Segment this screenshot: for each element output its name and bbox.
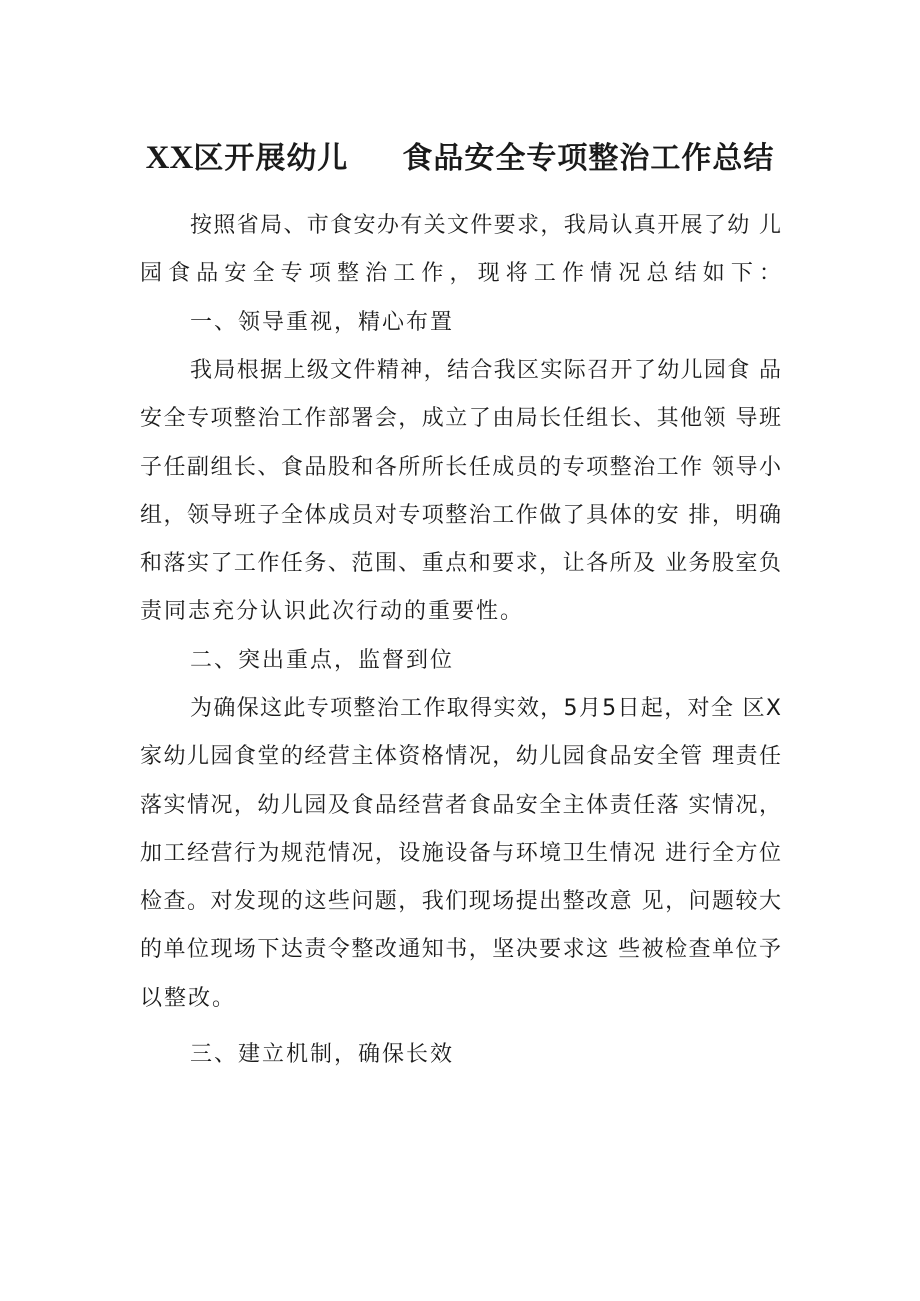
- paragraph-line: 检查。对发现的这些问题，我们现场提出整改意 见，问题较大: [140, 889, 781, 914]
- paragraph-line: 的单位现场下达责令整改通知书，坚决要求这 些被检查单位予: [140, 937, 781, 962]
- paragraph-line: 子任副组长、食品股和各所所长任成员的专项整治工作 领导小: [140, 455, 781, 480]
- paragraph-line: 为确保这此专项整治工作取得实效，5月5日起，对全 区X: [190, 696, 781, 721]
- paragraph-line: 和落实了工作任务、范围、重点和要求，让各所及 业务股室负: [140, 551, 781, 576]
- paragraph-line: 加工经营行为规范情况，设施设备与环境卫生情况 进行全方位: [140, 841, 781, 866]
- paragraph-line: 家幼儿园食堂的经营主体资格情况，幼儿园食品安全管 理责任: [140, 744, 781, 769]
- title-part-1: XX区开展幼儿: [145, 140, 349, 176]
- paragraph-line: 按照省局、市食安办有关文件要求，我局认真开展了幼 儿: [190, 213, 781, 238]
- paragraph-line: 责同志充分认识此次行动的重要性。: [140, 599, 525, 624]
- paragraph-line: 以整改。: [140, 986, 237, 1011]
- title-part-2: 食品安全专项整治工作总结: [402, 141, 775, 176]
- paragraph-line: 安全专项整治工作部署会，成立了由局长任组长、其他领 导班: [140, 406, 781, 431]
- paragraph-line: 组，领导班子全体成员对专项整治工作做了具体的安 排，明确: [140, 503, 781, 528]
- document-title: [0, 138, 920, 179]
- section-heading-3: 三、建立机制，确保长效: [190, 1042, 455, 1067]
- paragraph-line: 我局根据上级文件精神，结合我区实际召开了幼儿园食 品: [190, 358, 781, 383]
- paragraph-line: 落实情况，幼儿园及食品经营者食品安全主体责任落 实情况，: [140, 793, 781, 818]
- section-heading-1: 一、领导重视，精心布置: [190, 310, 455, 335]
- section-heading-2: 二、突出重点，监督到位: [190, 648, 455, 673]
- title-xx-mark: XX: [145, 140, 194, 176]
- paragraph-line: 园食品安全专项整治工作，现将工作情况总结如下：: [140, 261, 781, 286]
